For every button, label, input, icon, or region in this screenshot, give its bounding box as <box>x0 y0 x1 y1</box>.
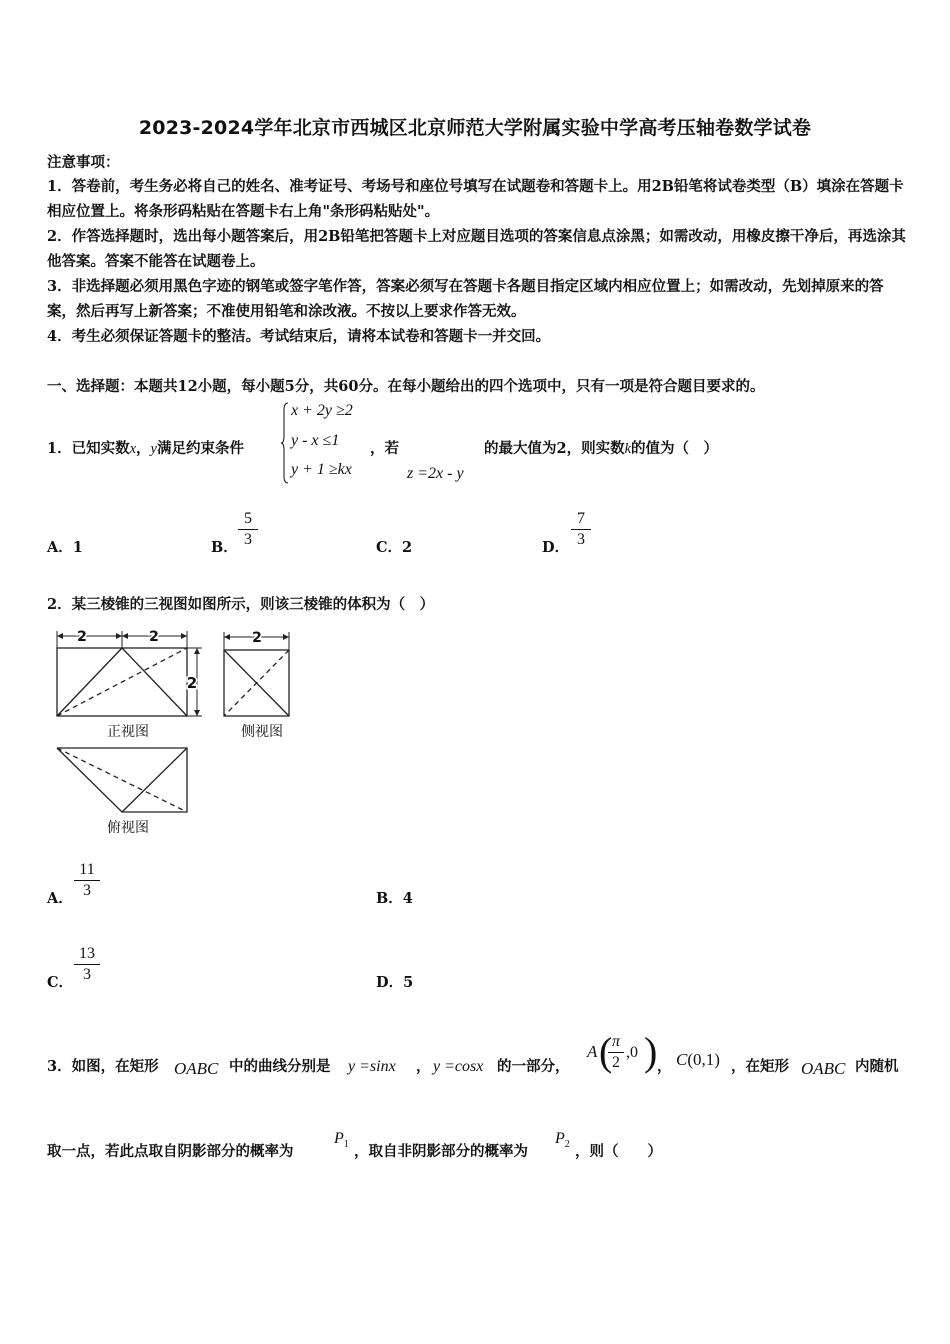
constraint-3: y + 1 ≥kx <box>291 461 352 478</box>
q3-stem-start: 3．如图，在矩形 <box>47 1058 159 1075</box>
q3-mid-3: ，在矩形 <box>731 1058 789 1075</box>
page-title: 2023-2024学年北京市西城区北京师范大学附属实验中学高考压轴卷数学试卷 <box>138 117 812 139</box>
q1-option-d[interactable]: D． <box>542 539 570 556</box>
q1-if: ，若 <box>370 440 399 457</box>
q3-paren-right: ) <box>644 1029 658 1074</box>
q3-paren-left: ( <box>599 1029 613 1074</box>
q2-option-a[interactable]: A． <box>47 890 73 907</box>
q2-option-a-fraction: 11 3 <box>72 861 102 900</box>
notice-item: 3．非选择题必须用黑色字迹的钢笔或签字笔作答，答案必须写在答题卡各题目指定区域内相应位置上；如需改动，先划掉原来的答案，然后再写上新答案；不准使用铅笔和涂改液。不按以上要求作答无效。 <box>47 278 884 320</box>
notice-heading: 注意事项： <box>47 154 120 171</box>
q3-curve-sin: y =sinx <box>348 1058 396 1075</box>
q3-point-a: A <box>587 1042 598 1061</box>
q2-option-c[interactable]: C． <box>47 974 74 991</box>
q3-p2: $P_2$ <box>555 1130 570 1151</box>
constraint-brace <box>280 402 290 484</box>
q3-line-2-mid: ，取自非阴影部分的概率为 <box>354 1143 528 1160</box>
q2-stem: 2．某三棱锥的三视图如图所示，则该三棱锥的体积为（ ） <box>47 596 435 613</box>
three-view-figure <box>40 628 310 843</box>
notice-item: 1．答卷前，考生务必将自己的姓名、准考证号、考场号和座位号填写在试题卷和答题卡上。用2B铅笔将试卷类型（B）填涂在答题卡相应位置上。将条形码粘贴在答题卡右上角"条形码粘贴处"。 <box>47 178 904 220</box>
q3-point-a-x: π 2 <box>606 1033 626 1072</box>
q2-option-d[interactable]: D．5 <box>376 974 414 991</box>
q3-comma-1: ， <box>416 1058 431 1075</box>
q3-rect-2: OABC <box>801 1059 846 1078</box>
q3-comma-2: ， <box>657 1058 672 1075</box>
top-view <box>57 748 187 812</box>
label-front-view: 正视图 <box>107 724 149 740</box>
label-side-view: 侧视图 <box>241 724 283 740</box>
objective-function: z =2x - y <box>407 465 464 482</box>
q1-option-d-fraction: 7 3 <box>569 510 593 549</box>
q3-curve-cos: y =cosx <box>433 1058 484 1075</box>
q3-point-a-y: ,0 <box>626 1044 638 1061</box>
q1-stem-end: 的最大值为2，则实数k的值为（ ） <box>484 440 719 457</box>
q1-stem-start: 1．已知实数x，y满足约束条件 <box>47 440 244 457</box>
q1-option-c[interactable]: C．2 <box>376 539 413 556</box>
q3-mid-4: 内随机 <box>855 1058 899 1075</box>
q1-option-a[interactable]: A．1 <box>47 539 83 556</box>
constraint-2: y - x ≤1 <box>291 432 340 449</box>
q2-option-b[interactable]: B．4 <box>376 890 413 907</box>
q1-option-b-fraction: 5 3 <box>236 510 260 549</box>
q3-line-2-start: 取一点，若此点取自阴影部分的概率为 <box>47 1143 294 1160</box>
notice-item: 2．作答选择题时，选出每小题答案后，用2B铅笔把答题卡上对应题目选项的答案信息点涂黑；如需改动，用橡皮擦干净后，再选涂其他答案。答案不能答在试题卷上。 <box>47 228 906 270</box>
section-heading: 一、选择题：本题共12小题，每小题5分，共60分。在每小题给出的四个选项中，只有一项是符合题目要求的。 <box>47 378 765 395</box>
label-top-view: 俯视图 <box>107 820 149 836</box>
dim-front-height: 2 <box>186 674 198 692</box>
dim-front-left: 2 <box>77 629 87 645</box>
q3-mid-2: 的一部分， <box>497 1058 570 1075</box>
q3-mid-1: 中的曲线分别是 <box>229 1058 331 1075</box>
q3-p1: $P_1$ <box>334 1130 349 1151</box>
dim-front-right: 2 <box>149 629 159 645</box>
q3-rect-1: OABC <box>174 1059 219 1078</box>
q2-option-c-fraction: 13 3 <box>72 945 102 984</box>
q3-line-2-end: ，则（ ） <box>575 1143 662 1160</box>
q1-option-b[interactable]: B． <box>211 539 238 556</box>
constraint-1: x + 2y ≥2 <box>291 402 353 419</box>
dim-side: 2 <box>252 630 262 646</box>
notice-item: 4．考生必须保证答题卡的整洁。考试结束后，请将本试卷和答题卡一并交回。 <box>47 328 551 345</box>
q3-point-c: C(0,1) <box>676 1050 720 1069</box>
